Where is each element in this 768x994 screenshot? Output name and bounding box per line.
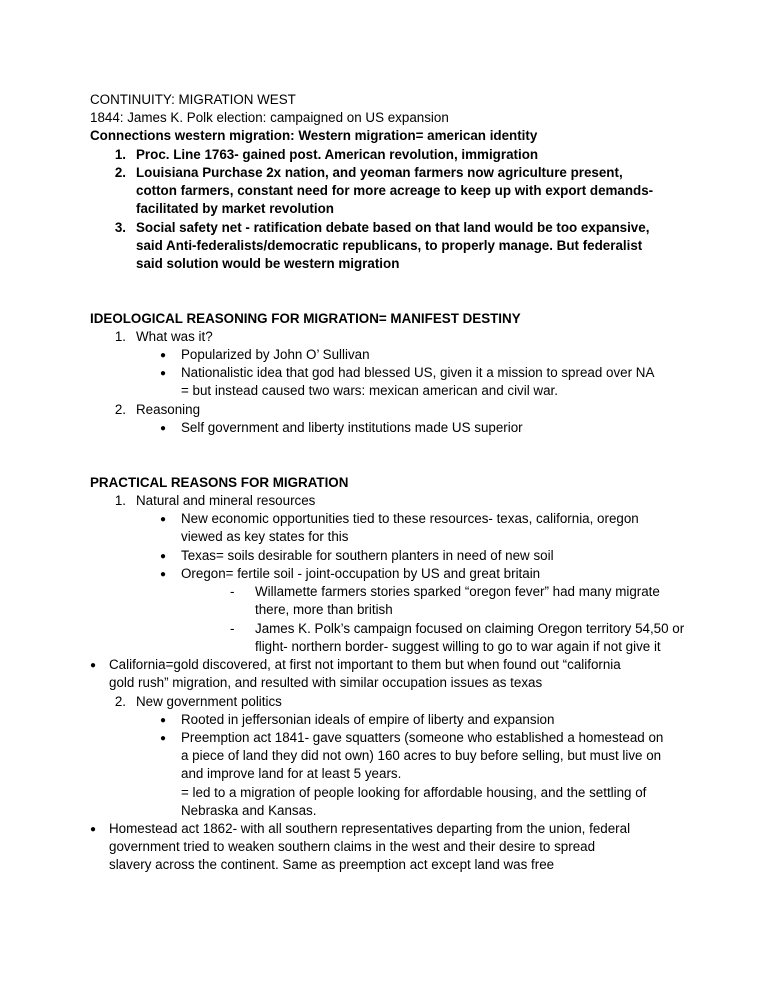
list-item-text: Reasoning <box>136 402 201 417</box>
bullet-text: Nationalistic idea that god had blessed US, given it a mission to spread over NA <box>181 365 655 380</box>
bullet-text: slavery across the continent. Same as preemption act except land was free <box>109 857 555 872</box>
bullet-text: = but instead caused two wars: mexican american and civil war. <box>181 383 558 398</box>
bullet-text: government tried to weaken southern claims in the west and their desire to spread <box>109 839 596 854</box>
list-number: 2. <box>114 402 126 417</box>
bullet-text: Homestead act 1862- with all southern representatives departing from the union, federal <box>109 821 631 836</box>
bullet-icon: ● <box>90 660 97 671</box>
bullet-icon: ● <box>160 733 167 744</box>
bullet-icon: ● <box>160 368 167 379</box>
sub-bullet-text: Willamette farmers stories sparked “oregon fever” had many migrate <box>255 584 660 599</box>
bullet-text: = led to a migration of people looking for affordable housing, and the settling of <box>181 785 647 800</box>
list-number: 2. <box>114 694 126 709</box>
section-heading-practical: PRACTICAL REASONS FOR MIGRATION <box>90 475 349 490</box>
bullet-text: a piece of land they did not own) 160 acres to buy before selling, but must live on <box>181 748 662 763</box>
list-number: 1. <box>114 493 126 508</box>
bullet-text: California=gold discovered, at first not important to them but when found out “california <box>109 657 621 672</box>
bullet-text: Popularized by John O’ Sullivan <box>181 347 370 362</box>
sub-bullet-text: flight- northern border- suggest willing to go to war again if not give it <box>255 639 661 654</box>
list-item-text: Social safety net - ratification debate based on that land would be too expansive, <box>136 220 650 235</box>
list-number: 1. <box>114 329 126 344</box>
section-heading-continuity: CONTINUITY: MIGRATION WEST <box>90 92 296 107</box>
bullet-text: Self government and liberty institutions made US superior <box>181 420 523 435</box>
bullet-text: Rooted in jeffersonian ideals of empire of liberty and expansion <box>181 712 555 727</box>
dash-marker: - <box>230 621 235 636</box>
bullet-text: Nebraska and Kansas. <box>181 803 317 818</box>
list-item-text: Natural and mineral resources <box>136 493 316 508</box>
list-item-text: said Anti-federalists/democratic republicans, to properly manage. But federalist <box>136 238 643 253</box>
bullet-icon: ● <box>160 569 167 580</box>
list-number: 3. <box>114 220 126 235</box>
list-item-text: said solution would be western migration <box>136 256 400 271</box>
bullet-text: New economic opportunities tied to these resources- texas, california, oregon <box>181 511 639 526</box>
bullet-icon: ● <box>90 824 97 835</box>
sub-bullet-text: James K. Polk’s campaign focused on claiming Oregon territory 54,50 or <box>255 621 685 636</box>
bullet-icon: ● <box>160 423 167 434</box>
bullet-icon: ● <box>160 551 167 562</box>
sub-bullet-text: there, more than british <box>255 602 393 617</box>
list-number: 2. <box>114 165 126 180</box>
bullet-text: viewed as key states for this <box>181 529 349 544</box>
list-item-text: Proc. Line 1763- gained post. American revolution, immigration <box>136 147 539 162</box>
section-heading-ideological: IDEOLOGICAL REASONING FOR MIGRATION= MANIFEST DESTINY <box>90 311 521 326</box>
bullet-text: and improve land for at least 5 years. <box>181 766 402 781</box>
bullet-text: Oregon= fertile soil - joint-occupation by US and great britain <box>181 566 541 581</box>
bullet-icon: ● <box>160 715 167 726</box>
bullet-icon: ● <box>160 350 167 361</box>
list-item-text: Louisiana Purchase 2x nation, and yeoman farmers now agriculture present, <box>136 165 623 180</box>
connections-line: Connections western migration: Western migration= american identity <box>90 128 538 143</box>
list-item-text: facilitated by market revolution <box>136 201 334 216</box>
bullet-text: gold rush” migration, and resulted with similar occupation issues as texas <box>109 675 543 690</box>
polk-election-line: 1844: James K. Polk election: campaigned on US expansion <box>90 110 449 125</box>
list-number: 1. <box>114 147 126 162</box>
bullet-icon: ● <box>160 514 167 525</box>
bullet-text: Preemption act 1841- gave squatters (someone who established a homestead on <box>181 730 664 745</box>
dash-marker: - <box>230 584 235 599</box>
list-item-text: New government politics <box>136 694 282 709</box>
list-item-text: cotton farmers, constant need for more acreage to keep up with export demands- <box>136 183 654 198</box>
list-item-text: What was it? <box>136 329 213 344</box>
bullet-text: Texas= soils desirable for southern planters in need of new soil <box>181 548 554 563</box>
